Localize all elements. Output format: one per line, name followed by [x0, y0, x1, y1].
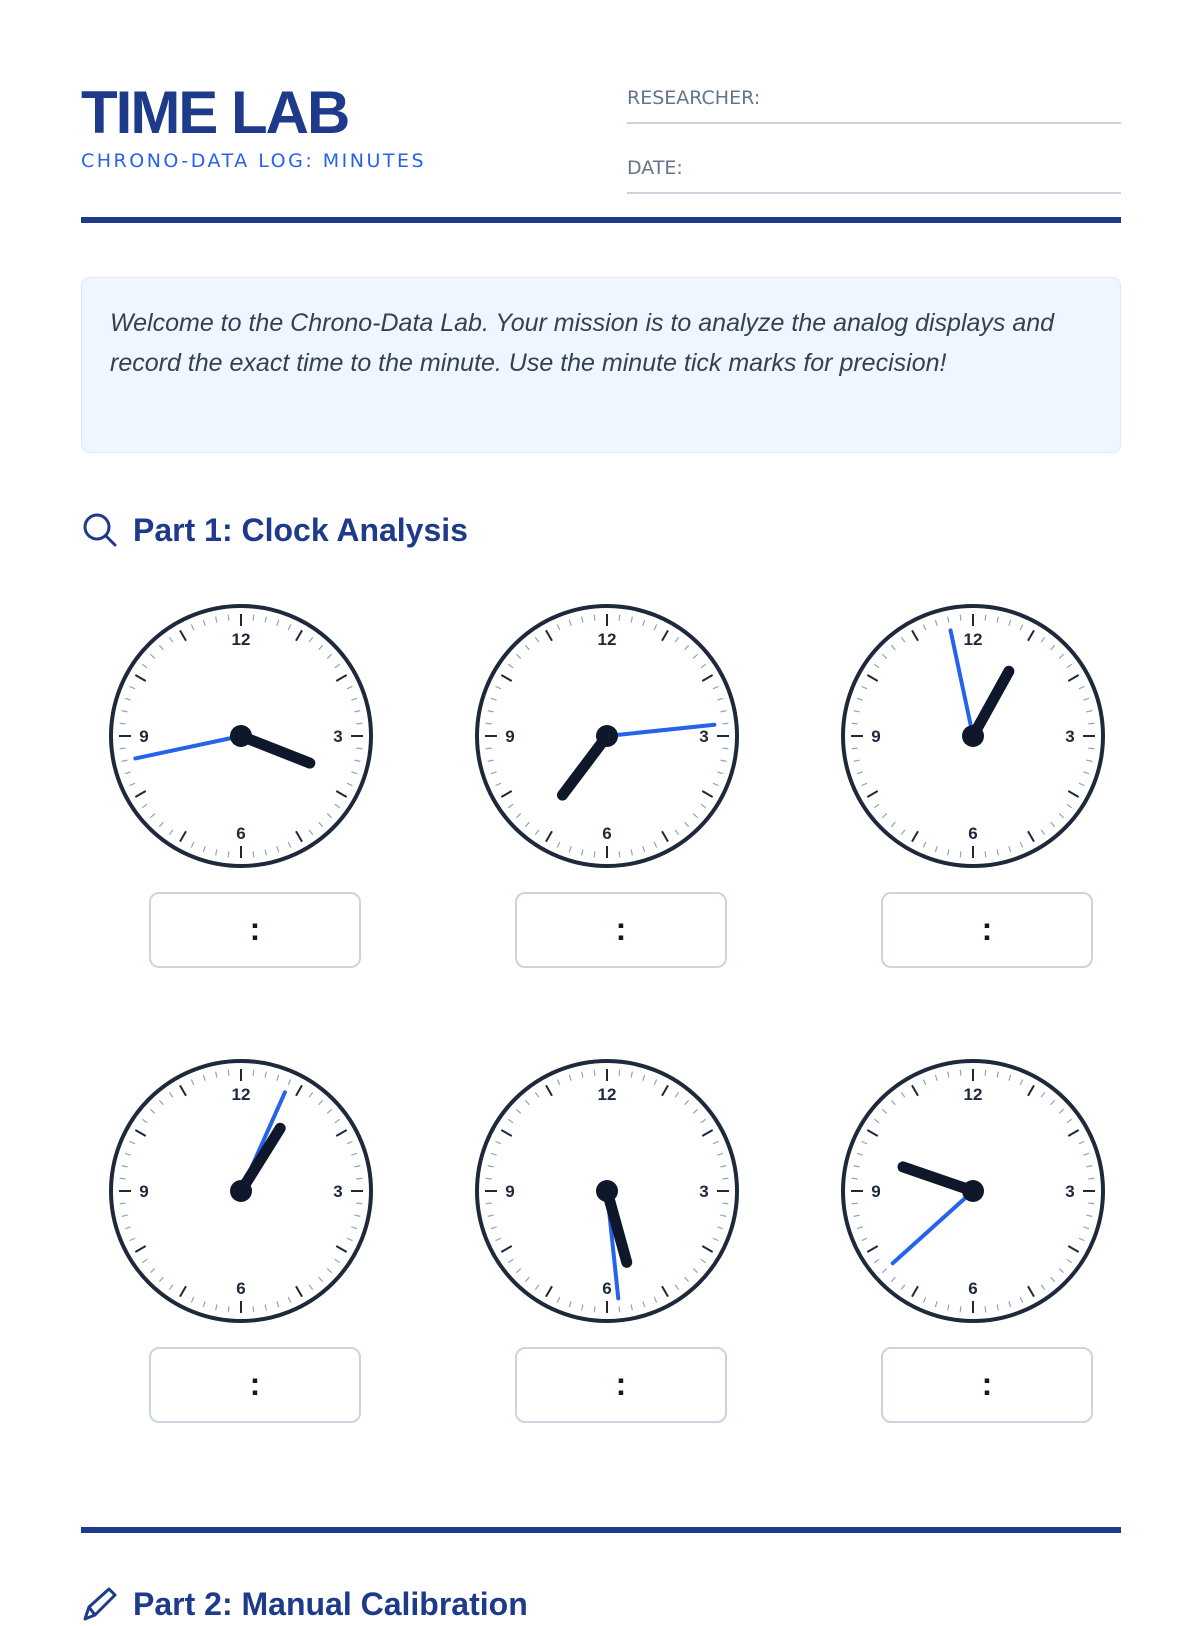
part2-heading [81, 1582, 528, 1626]
minute-tick [356, 748, 362, 749]
minute-tick [486, 748, 492, 749]
minute-tick [960, 615, 961, 621]
time-answer-box[interactable]: : [149, 1347, 361, 1423]
minute-tick [120, 723, 126, 724]
analog-clock [101, 596, 381, 876]
minute-tick [722, 1178, 728, 1179]
page-title: TIME LAB [81, 79, 349, 146]
analog-clock [101, 1051, 381, 1331]
clock-numeral: 12 [597, 630, 617, 649]
clock-pivot [596, 725, 618, 747]
minute-tick [228, 1070, 229, 1076]
minute-tick [253, 1306, 254, 1312]
clock-numeral: 6 [968, 824, 978, 843]
minute-tick [1088, 748, 1094, 749]
time-answer-box[interactable]: : [515, 892, 727, 968]
analog-clock [467, 596, 747, 876]
clock-numeral: 12 [597, 1085, 617, 1104]
clock-numeral: 6 [602, 824, 612, 843]
clock-numeral: 6 [236, 824, 246, 843]
minute-tick [852, 1178, 858, 1179]
minute-tick [852, 723, 858, 724]
time-answer-box[interactable]: : [149, 892, 361, 968]
clock-numeral: 3 [333, 727, 343, 746]
clock-numeral: 12 [231, 1085, 251, 1104]
analog-clock [833, 596, 1113, 876]
clock-numeral: 3 [1065, 727, 1075, 746]
minute-tick [486, 1178, 492, 1179]
minute-tick [960, 1306, 961, 1312]
date-field[interactable]: DATE: [627, 150, 1121, 194]
clock-numeral: 3 [1065, 1182, 1075, 1201]
minute-tick [619, 1070, 620, 1076]
page-subtitle: CHRONO-DATA LOG: MINUTES [81, 150, 427, 172]
minute-tick [594, 1306, 595, 1312]
minute-tick [1088, 723, 1094, 724]
clock-numeral: 3 [699, 1182, 709, 1201]
time-answer-box[interactable]: : [881, 1347, 1093, 1423]
minute-tick [253, 1070, 254, 1076]
minute-tick [228, 1306, 229, 1312]
minute-tick [960, 851, 961, 857]
part1-title: Part 1: Clock Analysis [133, 511, 468, 548]
minute-tick [253, 615, 254, 621]
analog-clock [833, 1051, 1113, 1331]
clock-pivot [962, 725, 984, 747]
time-answer-box[interactable]: : [515, 1347, 727, 1423]
minute-tick [852, 748, 858, 749]
pencil-icon [81, 1585, 119, 1623]
minute-tick [985, 851, 986, 857]
minute-tick [228, 615, 229, 621]
clock-pivot [596, 1180, 618, 1202]
minute-tick [594, 851, 595, 857]
clock-numeral: 9 [505, 1182, 515, 1201]
minute-tick [356, 1203, 362, 1204]
clock-numeral: 12 [963, 1085, 983, 1104]
minute-tick [120, 748, 126, 749]
clock-pivot [230, 725, 252, 747]
minute-tick [985, 1306, 986, 1312]
minute-tick [356, 723, 362, 724]
clock-pivot [230, 1180, 252, 1202]
clock-numeral: 9 [871, 727, 881, 746]
minute-tick [960, 1070, 961, 1076]
minute-tick [1088, 1178, 1094, 1179]
minute-tick [486, 1203, 492, 1204]
clock-pivot [962, 1180, 984, 1202]
minute-tick [120, 1178, 126, 1179]
clock-numeral: 12 [231, 630, 251, 649]
clock-numeral: 3 [699, 727, 709, 746]
minute-tick [356, 1178, 362, 1179]
minute-tick [228, 851, 229, 857]
minute-tick [486, 723, 492, 724]
clock-numeral: 3 [333, 1182, 343, 1201]
intro-box: Welcome to the Chrono-Data Lab. Your mission is to analyze the analog displays and record the exact time to the minute. Use the minute tick marks for precision! [81, 277, 1121, 453]
clock-numeral: 12 [963, 630, 983, 649]
part2-title: Part 2: Manual Calibration [133, 1585, 528, 1622]
clock-numeral: 9 [139, 727, 149, 746]
minute-tick [852, 1203, 858, 1204]
clock-numeral: 6 [236, 1279, 246, 1298]
minute-tick [619, 1306, 620, 1312]
researcher-field[interactable]: RESEARCHER: [627, 80, 1121, 124]
clock-numeral: 9 [139, 1182, 149, 1201]
time-answer-box[interactable]: : [881, 892, 1093, 968]
minute-tick [722, 1203, 728, 1204]
minute-tick [619, 851, 620, 857]
minute-tick [985, 1070, 986, 1076]
clock-numeral: 6 [602, 1279, 612, 1298]
minute-tick [1088, 1203, 1094, 1204]
analog-clock [467, 1051, 747, 1331]
minute-tick [619, 615, 620, 621]
minute-tick [594, 1070, 595, 1076]
clock-grid [81, 0, 1121, 1600]
clock-numeral: 9 [505, 727, 515, 746]
section-divider [81, 1527, 1121, 1533]
minute-tick [253, 851, 254, 857]
minute-tick [722, 748, 728, 749]
clock-numeral: 9 [871, 1182, 881, 1201]
minute-tick [594, 615, 595, 621]
clock-numeral: 6 [968, 1279, 978, 1298]
minute-tick [722, 723, 728, 724]
minute-tick [120, 1203, 126, 1204]
minute-tick [985, 615, 986, 621]
